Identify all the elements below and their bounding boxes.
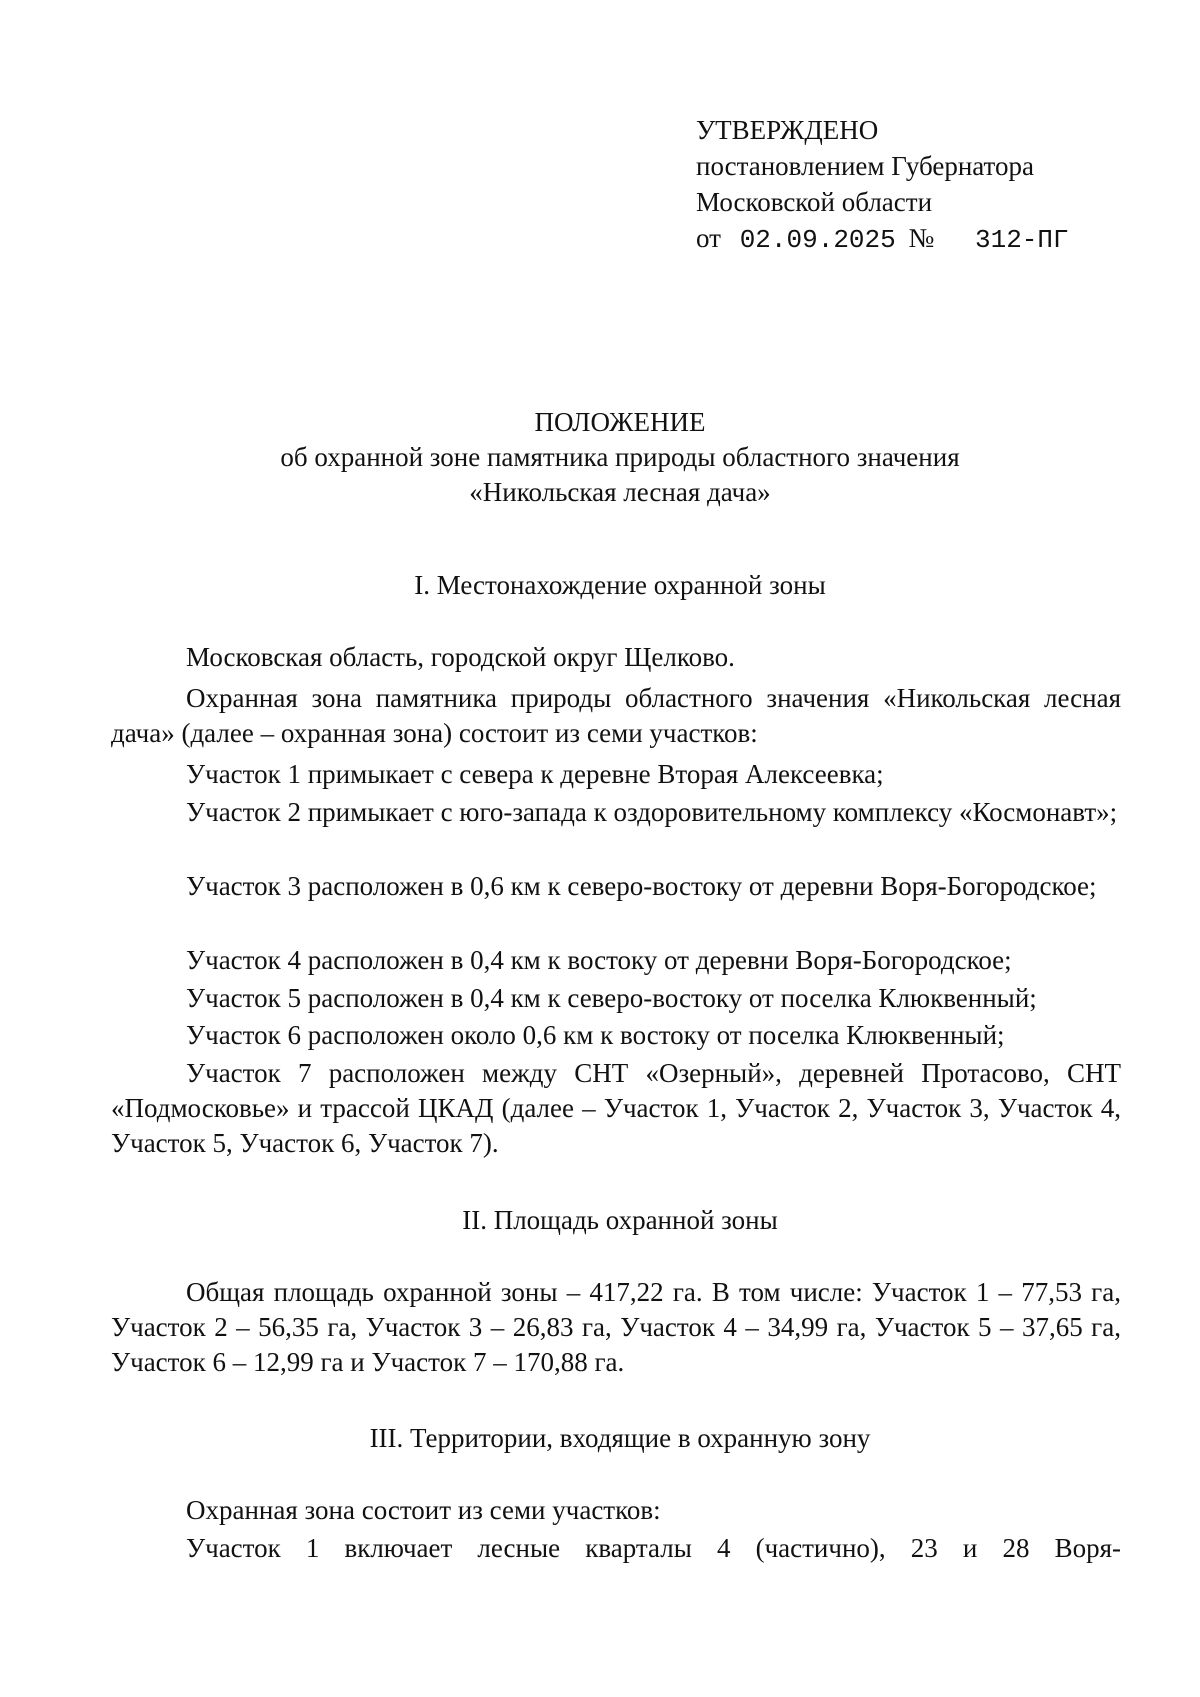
document-title bbox=[0, 405, 1200, 510]
section2-paragraph-1: Общая площадь охранной зоны – 417,22 га. В том числе: Участок 1 – 77,53 га, Участок 2 – 56,35 га, Участок 3 – 26,83 га, Участок 4 – 34,99 га, Участок 5 – 37,65 га, Участок 6 – 12,99 га и Участок 7 – 170,88 га. bbox=[111, 1277, 1121, 1377]
approval-date-line bbox=[696, 220, 1069, 258]
section1-paragraph-7: Участок 5 расположен в 0,4 км к северо-востоку от поселка Клюквенный; bbox=[186, 983, 1037, 1013]
section1-paragraph-1: Московская область, городской округ Щелково. bbox=[186, 642, 735, 672]
section3-heading: III. Территории, входящие в охранную зону bbox=[369, 1423, 871, 1453]
section2-heading: II. Площадь охранной зоны bbox=[462, 1205, 778, 1235]
section1-paragraph-5: Участок 3 расположен в 0,6 км к северо-востоку от деревни Воря-Богородское; bbox=[186, 871, 1097, 901]
approval-region: Московской области bbox=[696, 187, 933, 217]
section1-paragraph-2: Охранная зона памятника природы областного значения «Никольская лесная дача» (далее – охранная зона) состоит из семи участков: bbox=[111, 683, 1121, 748]
section1-heading: I. Местонахождение охранной зоны bbox=[414, 570, 826, 600]
section3-paragraph-2: Участок 1 включает лесные кварталы 4 (частично), 23 и 28 Воря- bbox=[186, 1533, 1121, 1563]
title-name: «Никольская лесная дача» bbox=[469, 477, 771, 507]
title-main: ПОЛОЖЕНИЕ bbox=[534, 407, 706, 437]
approval-heading: УТВЕРЖДЕНО bbox=[696, 115, 879, 145]
section1-paragraph-4: Участок 2 примыкает с юго-запада к оздоровительному комплексу «Космонавт»; bbox=[186, 797, 1118, 827]
approval-number-sign: № bbox=[908, 223, 935, 253]
section3-paragraph-1: Охранная зона состоит из семи участков: bbox=[186, 1495, 661, 1525]
approval-number: 312-ПГ bbox=[975, 225, 1069, 255]
section1-paragraph-6: Участок 4 расположен в 0,4 км к востоку от деревни Воря-Богородское; bbox=[186, 945, 1012, 975]
approval-block bbox=[696, 112, 1069, 258]
approval-resolution: постановлением Губернатора bbox=[696, 151, 1034, 181]
section1-paragraph-9: Участок 7 расположен между СНТ «Озерный», деревней Протасово, СНТ «Подмосковье» и трассой ЦКАД (далее – Участок 1, Участок 2, Участок 3, Участок 4, Участок 5, Участок 6, Участок 7). bbox=[111, 1058, 1121, 1158]
approval-date: 02.09.2025 bbox=[739, 225, 896, 255]
approval-date-prefix: от bbox=[696, 223, 721, 253]
title-subtitle: об охранной зоне памятника природы областного значения bbox=[280, 442, 960, 472]
section1-paragraph-8: Участок 6 расположен около 0,6 км к востоку от поселка Клюквенный; bbox=[186, 1020, 1005, 1050]
section1-paragraph-3: Участок 1 примыкает с севера к деревне Вторая Алексеевка; bbox=[186, 759, 884, 789]
